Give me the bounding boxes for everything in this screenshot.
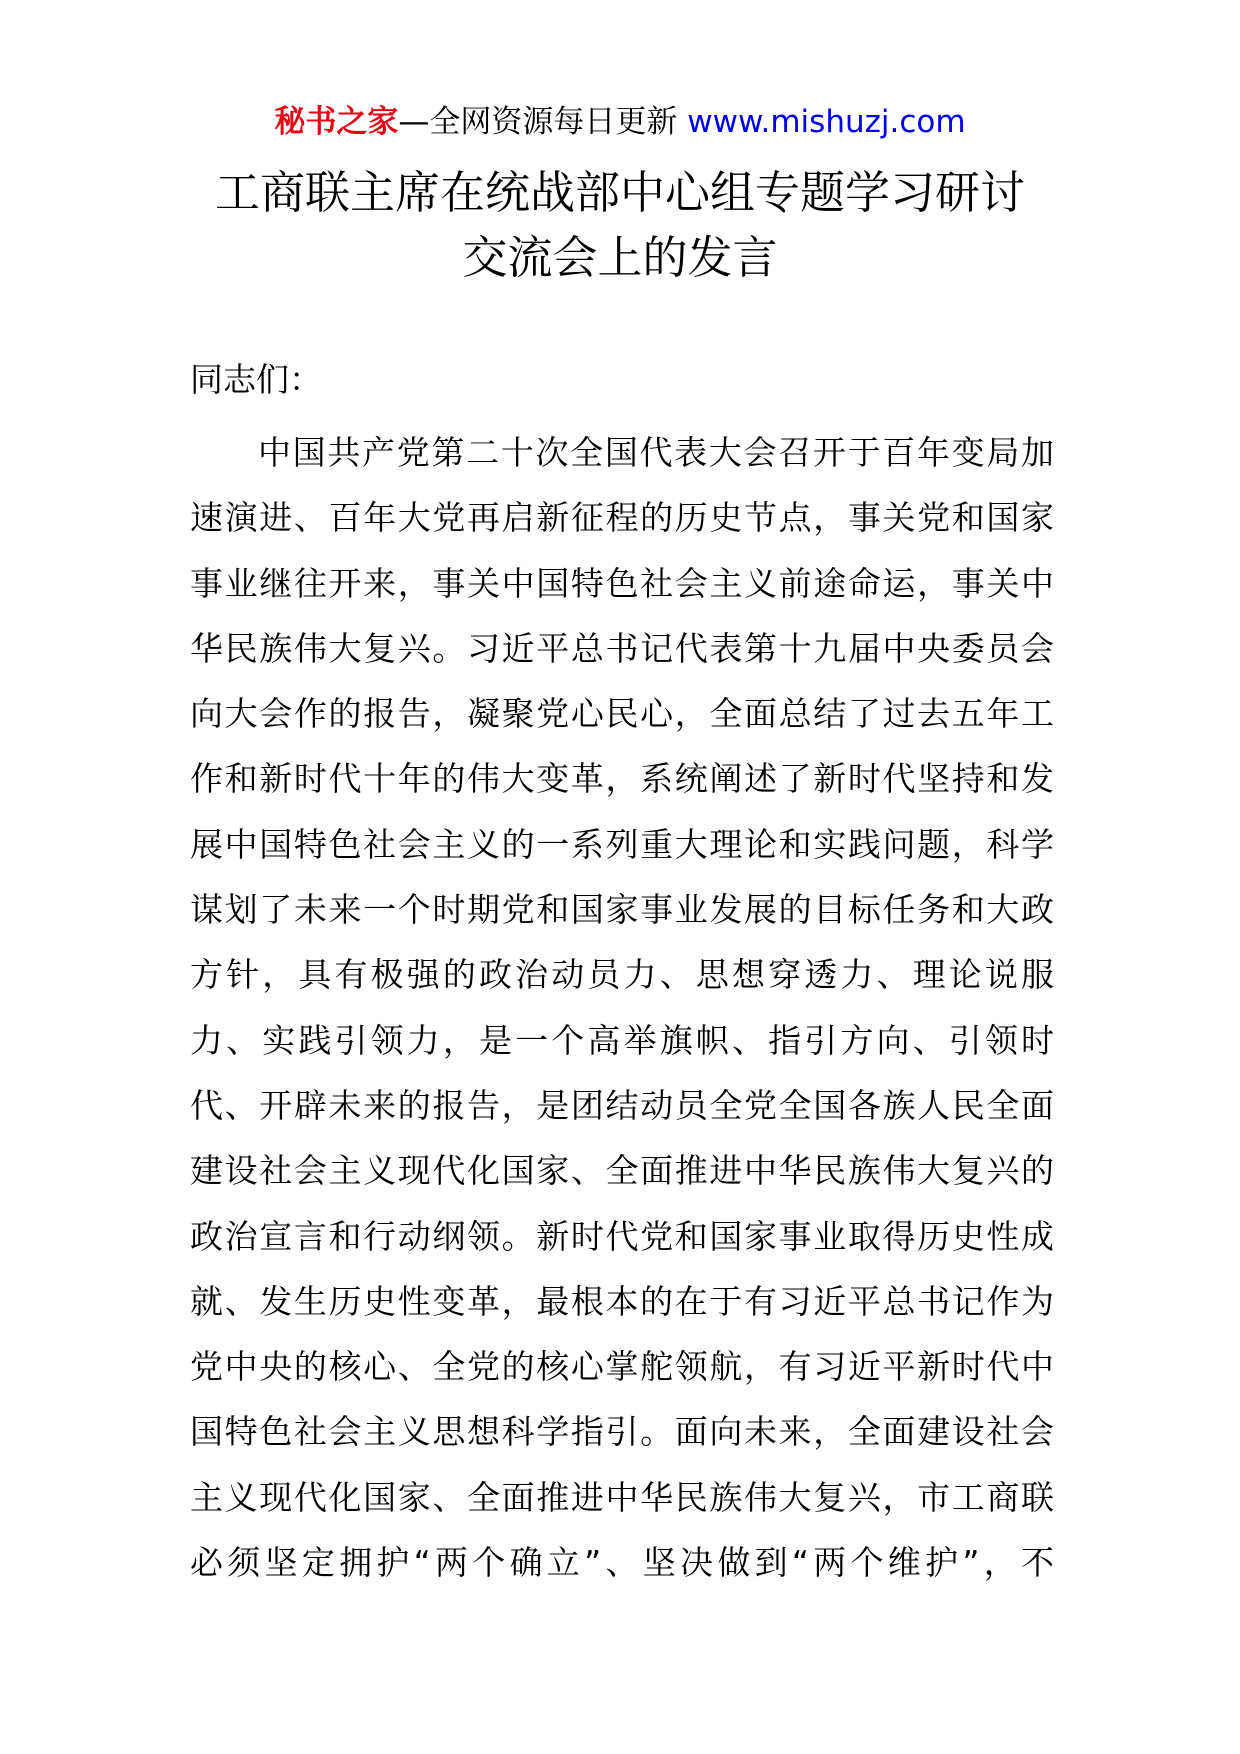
body-line: 事业继往开来，事关中国特色社会主义前途命运，事关中 (190, 563, 1054, 603)
body-line: 建设社会主义现代化国家、全面推进中华民族伟大复兴的 (190, 1151, 1054, 1191)
body-line: 党中央的核心、全党的核心掌舵领航，有习近平新时代中 (190, 1347, 1054, 1387)
body-line: 向大会作的报告，凝聚党心民心，全面总结了过去五年工 (190, 694, 1054, 734)
site-tagline: —全网资源每日更新 (398, 104, 688, 140)
body-paragraph (190, 420, 1054, 1595)
salutation: 同志们： (190, 360, 322, 399)
title-line-1: 工商联主席在统战部中心组专题学习研讨 (214, 166, 1025, 219)
body-line: 展中国特色社会主义的一系列重大理论和实践问题，科学 (190, 824, 1054, 864)
body-line: 就、发生历史性变革，最根本的在于有习近平总书记作为 (190, 1281, 1054, 1321)
body-line: 谋划了未来一个时期党和国家事业发展的目标任务和大政 (190, 890, 1054, 930)
body-line: 方针，具有极强的政治动员力、思想穿透力、理论说服 (190, 955, 1054, 995)
body-line: 速演进、百年大党再启新征程的历史节点，事关党和国家 (190, 498, 1054, 538)
body-line: 华民族伟大复兴。习近平总书记代表第十九届中央委员会 (190, 628, 1054, 668)
body-line: 中国共产党第二十次全国代表大会召开于百年变局加 (258, 433, 1054, 472)
body-line: 作和新时代十年的伟大变革，系统阐述了新时代坚持和发 (190, 759, 1054, 799)
body-line: 代、开辟未来的报告，是团结动员全党全国各族人民全面 (190, 1085, 1054, 1125)
body-line: 政治宣言和行动纲领。新时代党和国家事业取得历史性成 (190, 1216, 1054, 1256)
body-line: 必须坚定拥护“两个确立”、坚决做到“两个维护”，不 (190, 1543, 1054, 1583)
site-brand: 秘书之家 (274, 104, 399, 140)
document-title (0, 160, 1240, 290)
body-line: 力、实践引领力，是一个高举旗帜、指引方向、引领时 (190, 1020, 1054, 1060)
title-line-2: 交流会上的发言 (462, 231, 778, 284)
site-url-link[interactable]: www.mishuzj.com (687, 104, 966, 140)
site-header (0, 102, 1240, 142)
body-line: 主义现代化国家、全面推进中华民族伟大复兴，市工商联 (190, 1477, 1054, 1517)
body-line: 国特色社会主义思想科学指引。面向未来，全面建设社会 (190, 1412, 1054, 1452)
